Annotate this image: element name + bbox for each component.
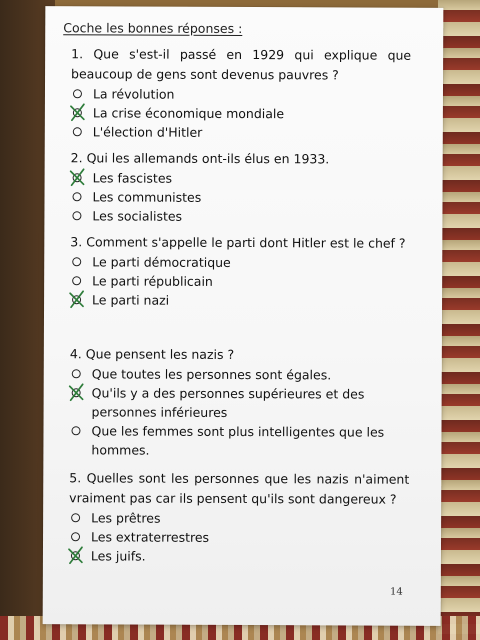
option-label: Les fascistes (92, 170, 173, 186)
circle-bullet-icon (72, 369, 81, 378)
question-2-options (70, 168, 410, 226)
question-2 (70, 148, 410, 226)
background-tablecloth-right (438, 0, 480, 640)
option-label: La révolution (92, 86, 175, 102)
option-q3-a[interactable] (70, 252, 410, 272)
question-1-body: Que s'est-il passé en 1929 qui explique que beaucoup de gens sont devenus pauvres ? (71, 46, 412, 83)
option-q1-b[interactable] (71, 103, 411, 123)
question-5-number: 5. (69, 470, 82, 486)
question-3-text (70, 232, 410, 253)
option-q3-b[interactable] (70, 271, 410, 291)
circle-bullet-icon (73, 89, 82, 98)
green-x-check-icon (67, 545, 85, 565)
option-label: Les extraterrestres (91, 529, 210, 545)
page-number: 14 (390, 586, 403, 598)
option-q2-b[interactable] (70, 187, 410, 207)
question-4 (69, 344, 409, 460)
question-1 (71, 44, 411, 142)
question-4-body: Que pensent les nazis ? (85, 346, 235, 362)
question-2-text (71, 148, 411, 169)
option-label: Les socialistes (92, 208, 183, 224)
question-3-body: Comment s'appelle le parti dont Hitler est le chef ? (86, 234, 406, 251)
question-2-number: 2. (70, 150, 83, 166)
green-x-check-icon (68, 289, 86, 309)
question-5-body: Quelles sont les personnes que les nazis n'aiment vraiment pas car ils pensent qu'ils sont dangereux ? (69, 470, 410, 507)
question-1-text (71, 44, 411, 85)
option-q4-a[interactable] (70, 364, 410, 384)
green-x-check-icon (69, 102, 87, 122)
option-q1-c[interactable] (71, 122, 411, 142)
question-3-number: 3. (70, 234, 83, 250)
worksheet-heading: Coche les bonnes réponses : (63, 20, 243, 36)
question-5-text (69, 468, 409, 509)
question-1-number: 1. (71, 46, 84, 62)
circle-bullet-icon (71, 532, 80, 541)
option-q2-a[interactable] (71, 168, 411, 188)
option-label: La crise économique mondiale (92, 105, 285, 122)
option-q4-b[interactable] (70, 383, 410, 422)
circle-bullet-icon (72, 257, 81, 266)
question-3-options (70, 252, 410, 310)
green-x-check-icon (69, 167, 87, 187)
worksheet-paper (43, 6, 444, 626)
option-q5-b[interactable] (69, 527, 409, 547)
option-label: Les communistes (92, 189, 202, 205)
option-q5-a[interactable] (69, 508, 409, 528)
circle-bullet-icon (71, 513, 80, 522)
option-label: Que les femmes sont plus intelligentes que les hommes. (91, 423, 385, 458)
question-4-number: 4. (69, 346, 82, 362)
option-q1-a[interactable] (71, 84, 411, 104)
question-5-options (69, 508, 409, 566)
question-4-text (70, 344, 410, 365)
green-x-check-icon (68, 382, 86, 402)
option-label: L'élection d'Hitler (92, 124, 203, 140)
option-label: Les juifs. (90, 548, 146, 564)
option-label: Qu'ils y a des personnes supérieures et des personnes inférieures (91, 385, 365, 420)
option-q3-c[interactable] (70, 290, 410, 310)
option-label: Le parti démocratique (92, 254, 231, 270)
option-label: Le parti nazi (92, 292, 170, 308)
question-2-body: Qui les allemands ont-ils élus en 1933. (86, 150, 330, 167)
question-1-options (71, 84, 411, 142)
circle-bullet-icon (71, 426, 80, 435)
option-q2-c[interactable] (70, 206, 410, 226)
option-q5-c[interactable] (69, 546, 409, 566)
question-3 (70, 232, 410, 310)
option-q4-c[interactable] (69, 421, 409, 460)
question-5 (69, 468, 409, 566)
option-label: Les prêtres (91, 510, 161, 526)
circle-bullet-icon (72, 276, 81, 285)
option-label: Le parti républicain (92, 273, 213, 289)
question-4-options (69, 364, 409, 460)
circle-bullet-icon (73, 127, 82, 136)
option-label: Que toutes les personnes sont égales. (91, 366, 332, 383)
circle-bullet-icon (72, 192, 81, 201)
circle-bullet-icon (72, 211, 81, 220)
